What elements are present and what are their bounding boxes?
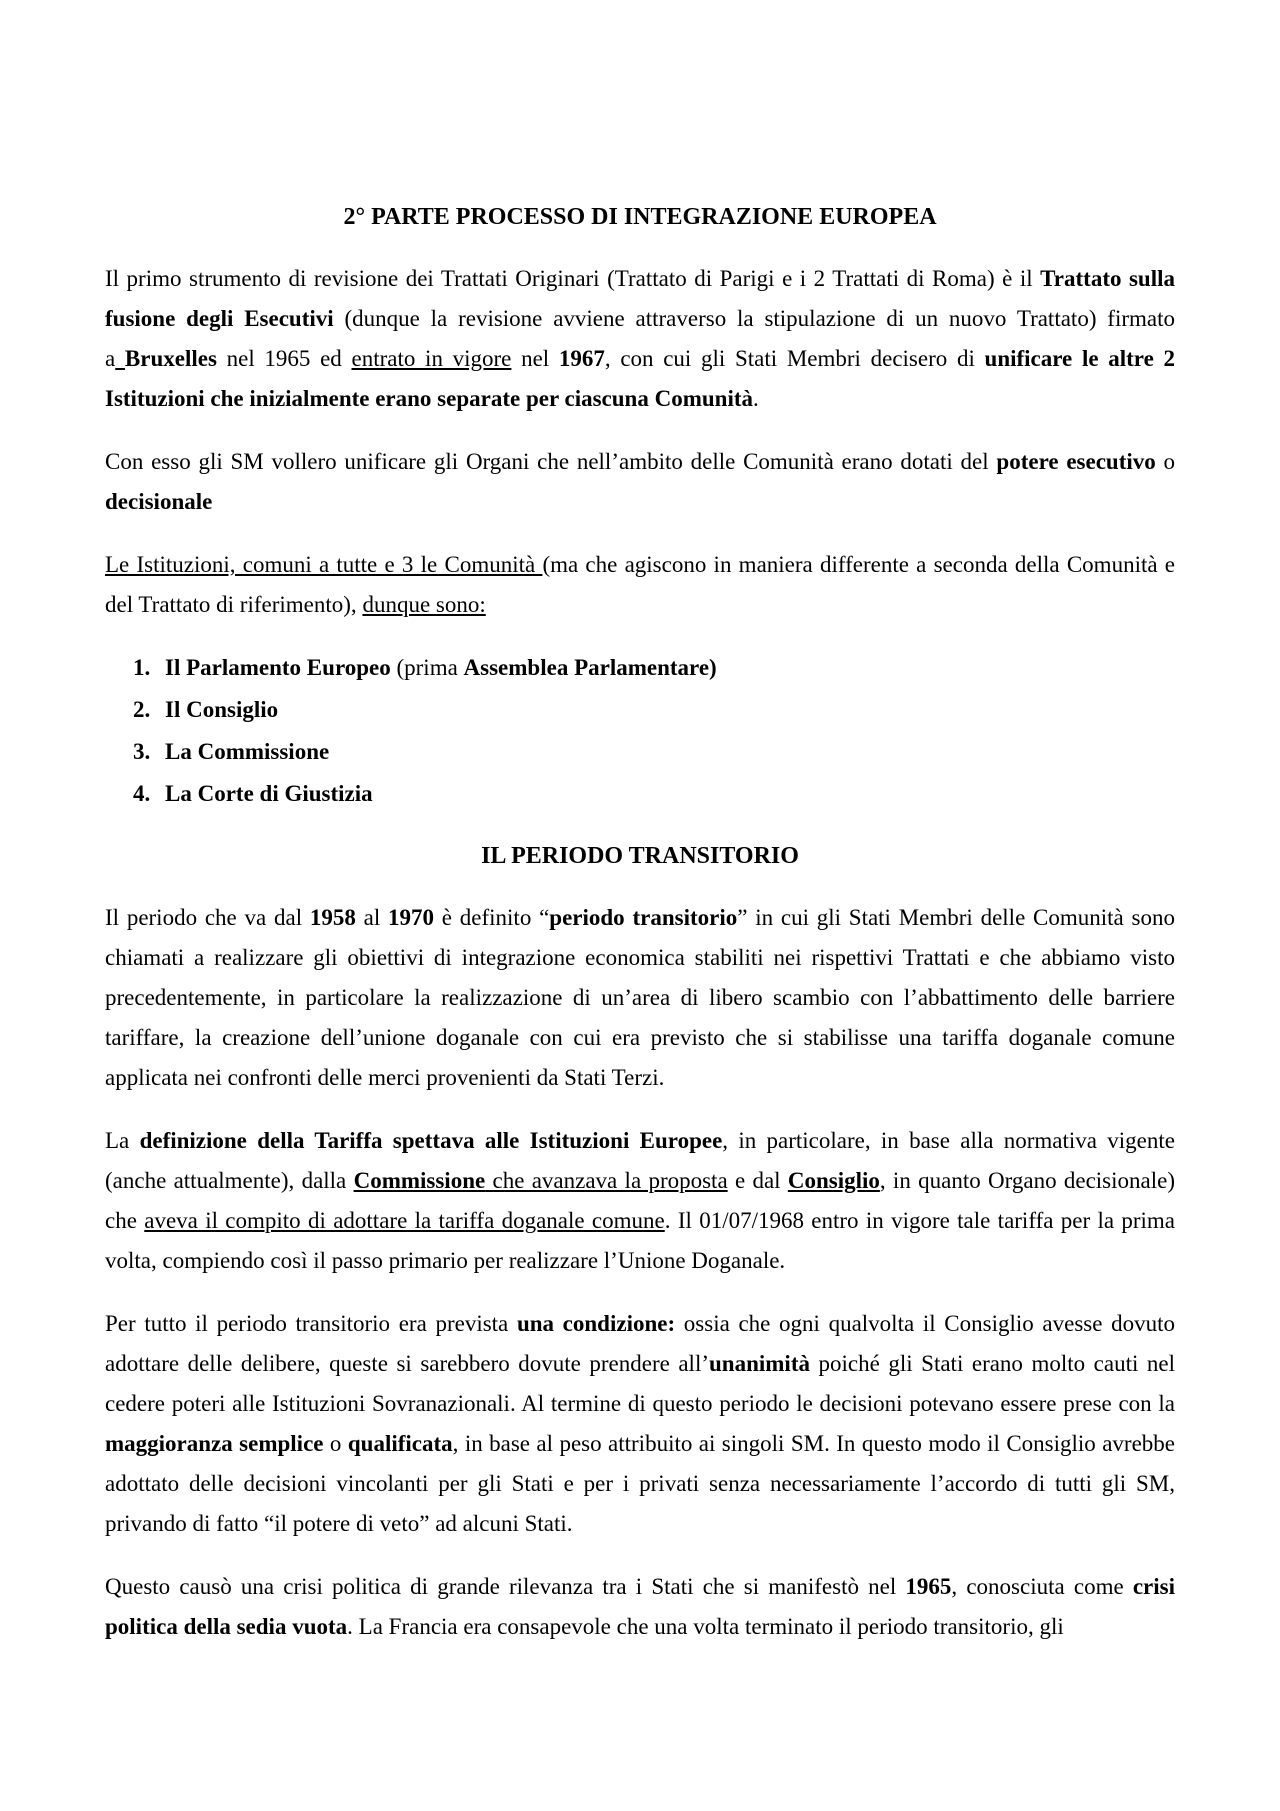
list-item-text [165,690,1175,730]
text-run: maggioranza semplice [105,1431,324,1456]
text-run: 2° PARTE PROCESSO DI INTEGRAZIONE EUROPEA [343,204,937,230]
text-run: Trattato sulla fusione degli Esecutivi [105,266,1176,331]
text-run: nel 1965 ed [216,346,352,371]
list-item [105,774,1175,814]
text-run: La Corte di Giustizia [165,781,373,806]
ordered-list [105,648,1175,814]
text-run: , in base al peso attribuito ai singoli SM. In questo modo il Consiglio avrebbe adottato delle decisioni vincolanti per gli Stati e per i privati senza necessariamente l’accordo di tutti gli SM, privando di fatto “il potere di veto” ad alcuni Stati. [105,1431,1176,1536]
paragraph [105,545,1175,625]
text-run: Consiglio [787,1168,880,1193]
document-content [105,197,1175,1647]
paragraph [105,259,1175,419]
text-run: una condizione: [516,1311,676,1336]
list-item-text [165,648,1175,688]
text-run: definizione della Tariffa spettava alle Istituzioni Europee [139,1128,723,1153]
text-run: aveva il compito di adottare la tariffa doganale comune [144,1208,665,1233]
text-run: al [355,905,389,930]
text-run: , con cui gli Stati Membri decisero di [604,346,985,371]
text-run: . Il 01/07/1968 entro in vigore tale tariffa per la prima volta, compiendo così il passo primario per realizzare l’Unione Doganale. [105,1208,1176,1273]
text-run: 1965 [905,1574,952,1599]
text-run: . [753,386,759,411]
text-run: dunque sono: [362,592,486,617]
paragraph [105,898,1175,1098]
list-item-number: 2. [133,697,151,722]
text-run: qualificata [347,1431,453,1456]
text-run: periodo transitorio [549,905,738,930]
list-item-text [165,774,1175,814]
list-item-number: 1. [133,655,151,680]
text-run: decisionale [105,489,213,514]
text-run: , in quanto Organo decisionale) che [105,1168,1175,1233]
section-heading [105,836,1175,876]
list-item [105,648,1175,688]
text-run: che avanzava la proposta [485,1168,728,1193]
text-run: , conosciuta come [951,1574,1133,1599]
list-item-number: 4. [133,781,151,806]
text-run: Questo causò una crisi politica di grande rilevanza tra i Stati che si manifestò nel [105,1574,906,1599]
document-title [105,197,1175,237]
text-run: (prima [396,655,464,680]
text-run: Per tutto il periodo transitorio era prevista [105,1311,517,1336]
list-item-text [165,732,1175,772]
paragraph [105,1567,1175,1647]
text-run: , in particolare, in base alla normativa vigente (anche attualmente), dalla [105,1128,1175,1193]
text-run: è definito “ [434,905,550,930]
text-run: e dal [727,1168,788,1193]
text-run: crisi politica della sedia vuota [105,1574,1175,1639]
text-run: (dunque la revisione avviene attraverso la stipulazione di un nuovo Trattato) firmato a [105,306,1175,371]
text-run: Con esso gli SM vollero unificare gli Organi che nell’ambito delle Comunità erano dotati del [105,449,997,474]
list-item [105,690,1175,730]
text-run: La [105,1128,140,1153]
list-item-number: 3. [133,739,151,764]
text-run: unanimità [709,1351,810,1376]
text-run: o [1155,449,1176,474]
paragraph [105,1121,1175,1281]
text-run: 1958 [309,905,356,930]
text-run: ” in cui gli Stati Membri delle Comunità sono chiamati a realizzare gli obiettivi di integrazione economica stabiliti nei rispettivi Trattati e che abbiamo visto precedentemente, in particolare la realizzazione di un’area di libero scambio con l’abbattimento delle barriere tariffare, la creazione dell’unione doganale con cui era previsto che si stabilisse una tariffa doganale comune applicata nei confronti delle merci provenienti da Stati Terzi. [105,905,1175,1090]
text-run: Il Parlamento Europeo [165,655,397,680]
text-run: unificare le altre 2 Istituzioni che inizialmente erano separate per ciascuna Comunità [105,346,1175,411]
text-run: Il primo strumento di revisione dei Trattati Originari (Trattato di Parigi e i 2 Trattati di Roma) è il [105,266,1041,291]
text-run: La Commissione [165,739,330,764]
text-run: Commissione [353,1168,486,1193]
text-run: . La Francia era consapevole che una volta terminato il periodo transitorio, gli [347,1614,1064,1639]
paragraph [105,1304,1175,1544]
paragraph [105,442,1175,522]
text-run: IL PERIODO TRANSITORIO [481,843,799,869]
list-item [105,732,1175,772]
text-run: Il periodo che va dal [105,905,310,930]
text-run: 1967 [558,346,605,371]
text-run: 1970 [388,905,435,930]
text-run: ossia che ogni qualvolta il Consiglio avesse dovuto adottare delle delibere, queste si sarebbero dovute prendere all’ [105,1311,1175,1376]
text-run [115,346,125,371]
text-run: poiché gli Stati erano molto cauti nel cedere poteri alle Istituzioni Sovranazionali. Al termine di questo periodo le decisioni potevano essere prese con la [105,1351,1175,1416]
text-run: Bruxelles [124,346,217,371]
text-run: o [323,1431,348,1456]
text-run: nel [511,346,559,371]
text-run: Le Istituzioni, comuni a tutte e 3 le Comunità [105,552,543,577]
text-run: potere esecutivo [996,449,1156,474]
text-run: (ma che agiscono in maniera differente a seconda della Comunità e del Trattato di riferimento), [105,552,1175,617]
text-run: Il Consiglio [165,697,279,722]
text-run: entrato in vigore [351,346,512,371]
text-run: Assemblea Parlamentare) [463,655,717,680]
